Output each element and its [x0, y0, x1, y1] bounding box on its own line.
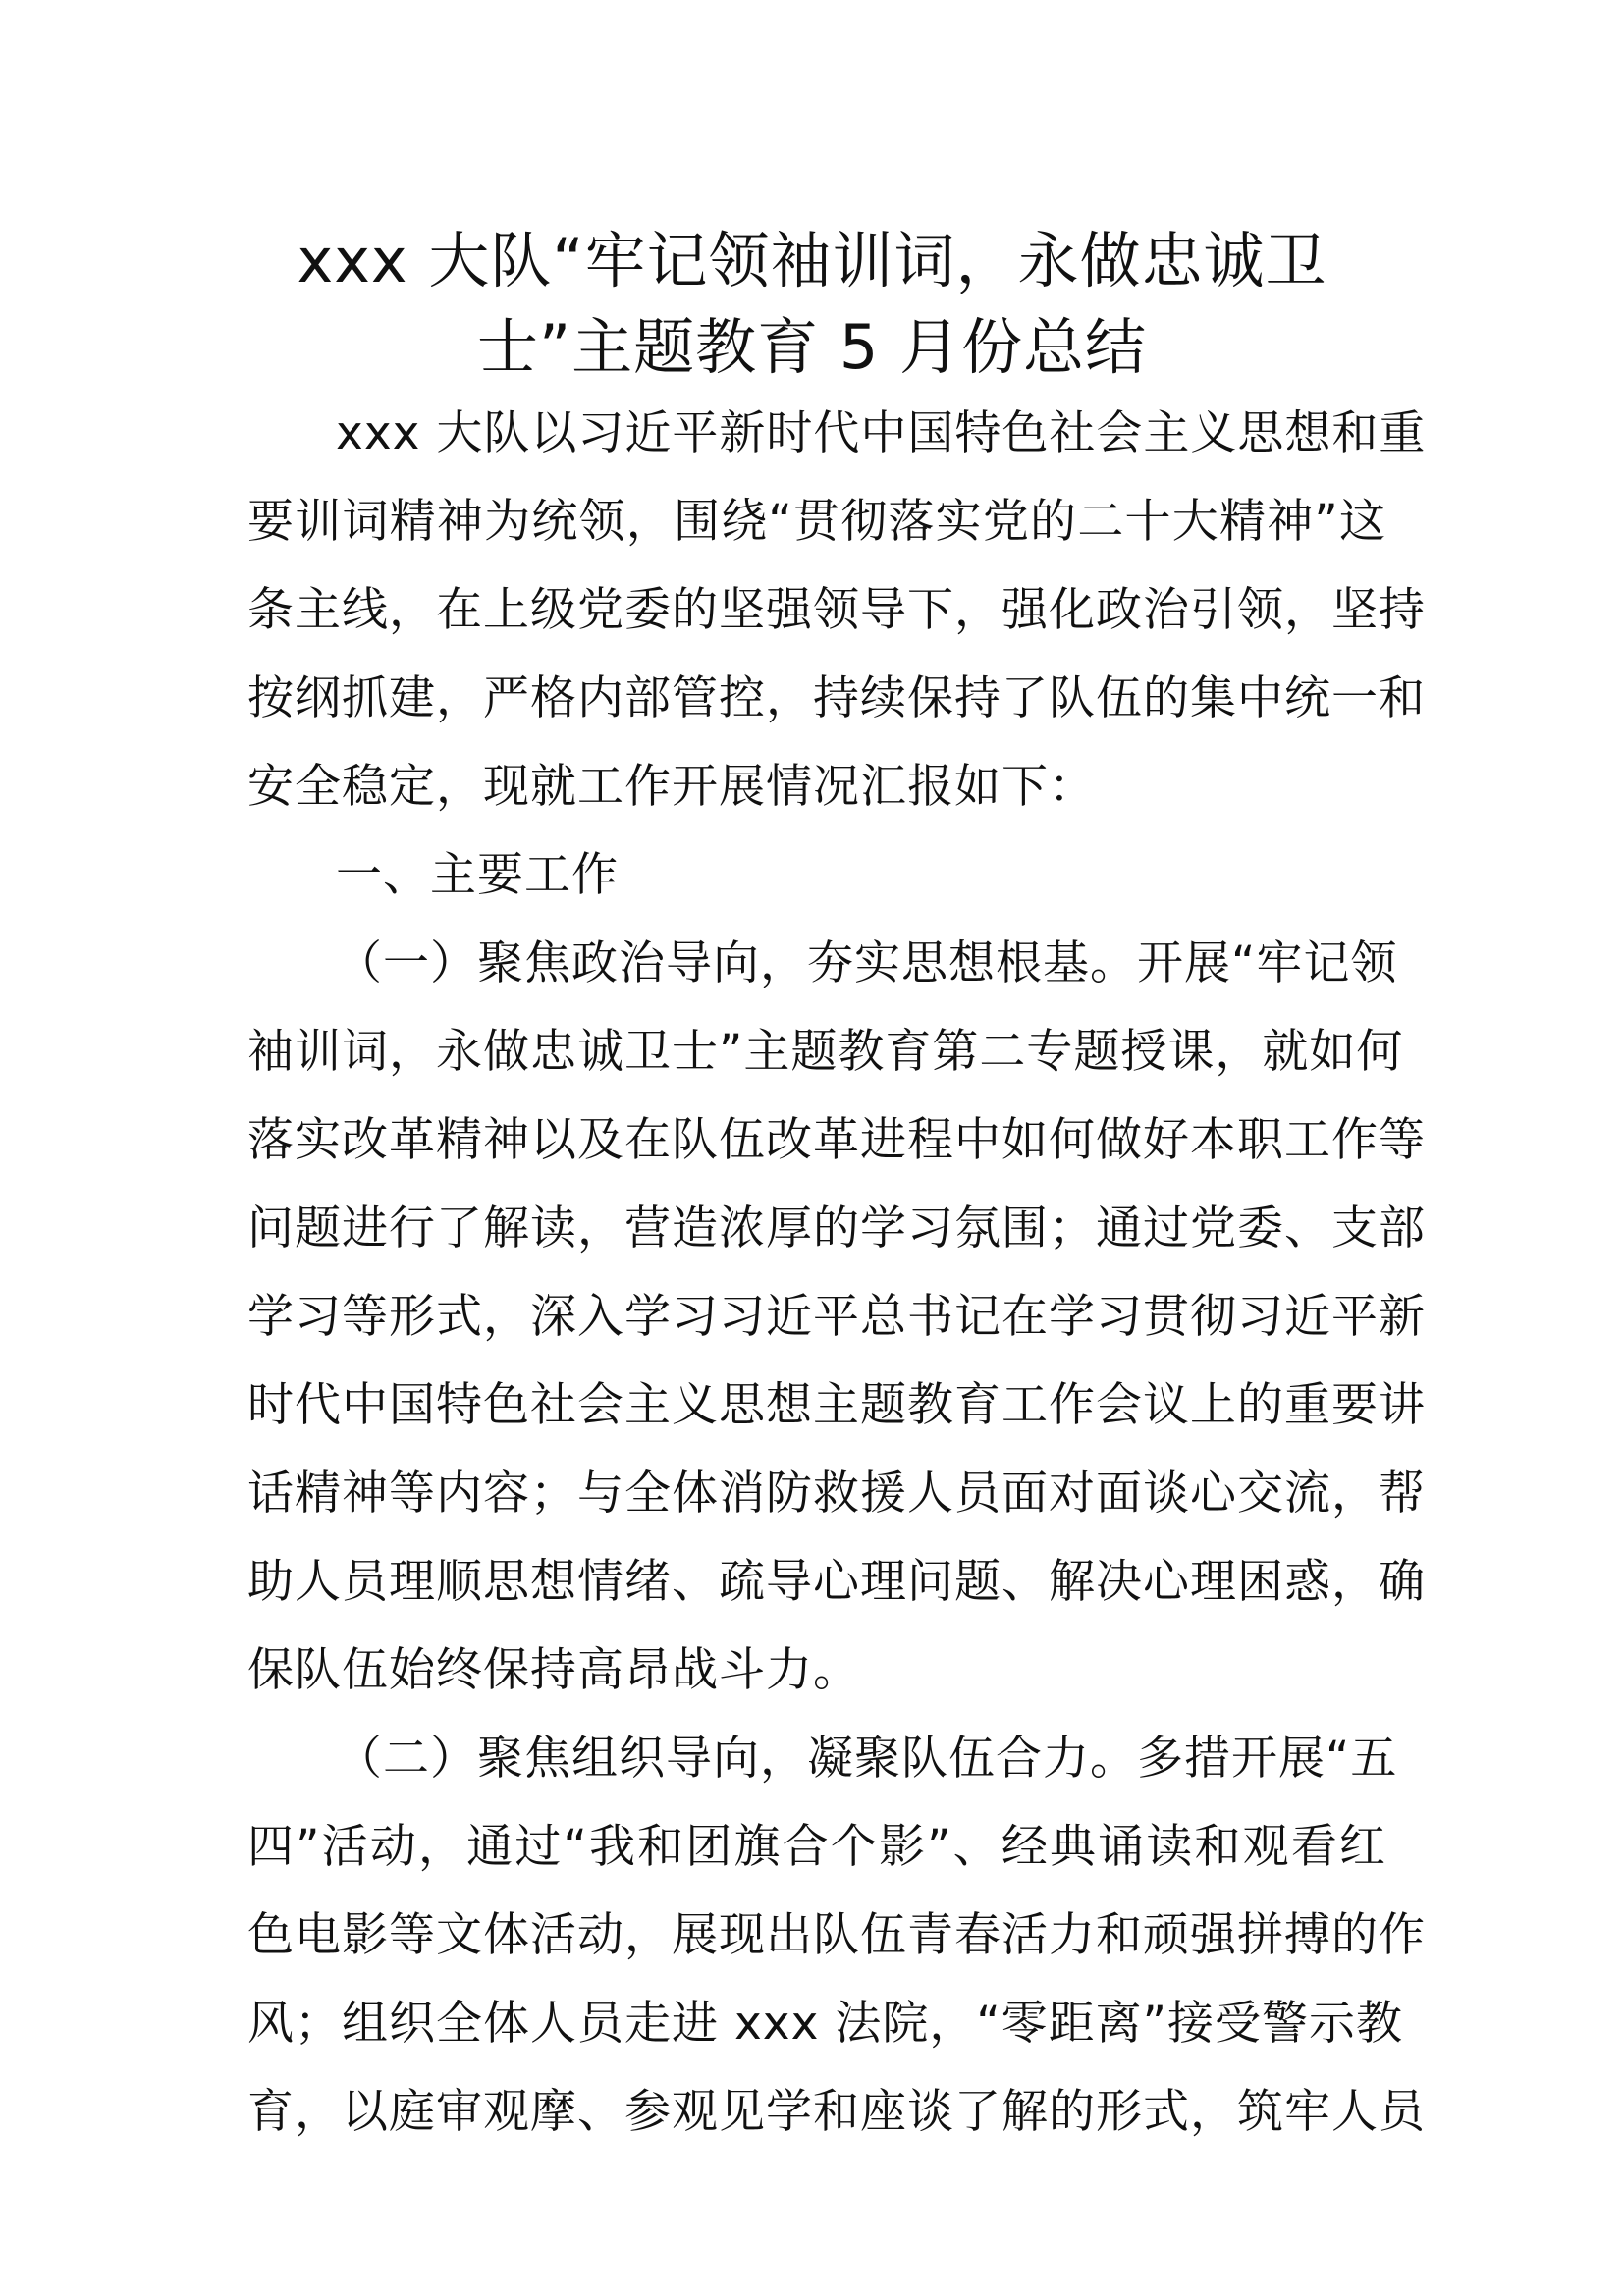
paragraph-line: 要训词精神为统领，围绕“贯彻落实党的二十大精神”这 [247, 495, 1386, 549]
paragraph-line: （一）聚焦政治导向，夯实思想根基。开展“牢记领 [336, 936, 1398, 990]
paragraph-line: 保队伍始终保持高昂战斗力。 [247, 1643, 860, 1697]
paragraph-line: 安全稳定，现就工作开展情况汇报如下： [247, 760, 1096, 814]
paragraph-line: 按纲抓建，严格内部管控，持续保持了队伍的集中统一和 [247, 671, 1426, 725]
paragraph-line: 风；组织全体人员走进 xxx 法院，“零距离”接受警示教 [247, 1997, 1404, 2051]
paragraph-line: 问题进行了解读，营造浓厚的学习氛围；通过党委、支部 [247, 1201, 1426, 1255]
paragraph-line: 条主线，在上级党委的坚强领导下，强化政治引领，坚持 [247, 583, 1426, 637]
document-title-line-1: xxx 大队“牢记领袖训词，永做忠诚卫 [297, 225, 1327, 296]
paragraph-line: 话精神等内容；与全体消防救援人员面对面谈心交流，帮 [247, 1467, 1426, 1521]
section-heading: 一、主要工作 [336, 848, 619, 902]
paragraph-line: 落实改革精神以及在队伍改革进程中如何做好本职工作等 [247, 1113, 1426, 1167]
paragraph-line: 袖训词，永做忠诚卫士”主题教育第二专题授课，就如何 [247, 1025, 1404, 1079]
paragraph-line: 学习等形式，深入学习习近平总书记在学习贯彻习近平新 [247, 1290, 1426, 1344]
paragraph-line: 色电影等文体活动，展现出队伍青春活力和顽强拼搏的作 [247, 1908, 1426, 1962]
paragraph-line: 育，以庭审观摩、参观见学和座谈了解的形式，筑牢人员 [247, 2085, 1426, 2139]
paragraph-line: 四”活动，通过“我和团旗合个影”、经典诵读和观看红 [247, 1820, 1386, 1874]
paragraph-line: 时代中国特色社会主义思想主题教育工作会议上的重要讲 [247, 1378, 1426, 1432]
paragraph-line: 助人员理顺思想情绪、疏导心理问题、解决心理困惑，确 [247, 1555, 1426, 1609]
document-title-line-2: 士”主题教育 5 月份总结 [477, 311, 1147, 383]
paragraph-line: （二）聚焦组织导向，凝聚队伍合力。多措开展“五 [336, 1732, 1398, 1786]
paragraph-line: xxx 大队以习近平新时代中国特色社会主义思想和重 [336, 406, 1427, 460]
